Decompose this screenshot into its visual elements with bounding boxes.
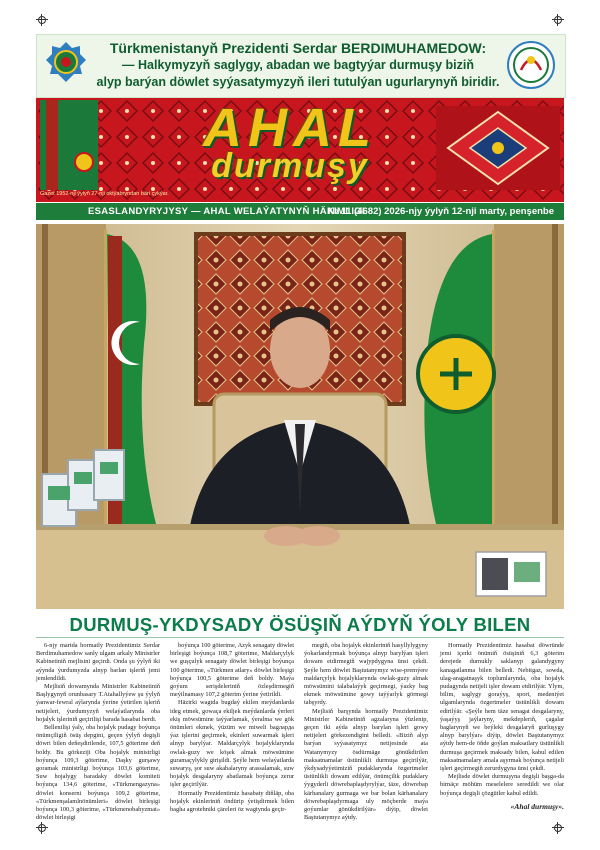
article-signature: «Ahal durmuşy». xyxy=(510,802,564,811)
paragraph: megiň, oba hojalyk ekinleriniň hasyllylygyny ýokarlandyrmak boýunça alnyp barylýan işleri dowam etdirmegiň wajypdygyna ünsi çekdi. Şeýle hem döwlet Baştutanymyz wise-premýere maldarçylyk hojalyklarynda owlak-guzy almak möwsüminі talabalaýyk geçirmegi, ýazky bag ekmek möwsümine gowy taýýarlyk görmegi tabşyrdy. xyxy=(304,642,428,707)
issue-strip xyxy=(36,203,564,220)
registration-mark-bottom-left xyxy=(36,822,48,834)
quote-speaker: Türkmenistanyň Prezidenti Serdar BERDIMUHAMEDOW: xyxy=(109,40,487,56)
turkmenistan-emblem-icon xyxy=(44,40,88,84)
founded-note: Gazet 1952-nji ýylyň 27-nji oktýabryndan bäri çykýar. xyxy=(40,191,169,197)
founder-text: ESASLANDYRYJYSY — AHAL WELAÝATYNYŇ HÄKIMLIGI xyxy=(88,206,365,217)
quote-line-3: alyp barýan döwlet syýasatymyzyň ileri tutulýan ugurlarynyň biridir. xyxy=(96,75,500,89)
quote-text xyxy=(92,40,504,91)
article-column-4 xyxy=(440,642,564,798)
registration-mark-top-left xyxy=(36,14,48,26)
paragraph: Bellenilişi ýaly, oba hojalyk pudagy boýunça önümçiligiň ösüş depgini, geçen ýylyň degişli döwri bilen deňeşdirilende, 107,5 göterime deň boldy. Bu görkeziji Oba hojalyk ministrligi boýunça 109,3 göterime, Daşky gurşawy goramak ministrligi boýunça 103,6 göterime, Suw hojalygy baradaky döwlet komiteti boýunça 134,6 göterime, «Türkmengazyna» döwlet konserni boýunça 109,2 göterime, «Türkmenşalamlnönümleri» döwlet birleşigi boýunça 100,3 göterime, «Türkmenobahyzmat» döwlet birleşigi xyxy=(36,724,160,822)
paragraph: boýunça 100 göterime, Azyk senagaty döwlet birleşigi boýunça 108,7 göterime, Maldarçylyk we guşçulyk senagaty döwlet birleşigi boýunça 100 göterime, «Türkmen atlary» döwlet birleşigi boýunça 100,5 göterime deň boldy. Maýa goýum serişdeleriniň özleşdirmegiň meýilnamasy 107,2 göterim ýerine ýetirildi. xyxy=(170,642,294,699)
article-column-2 xyxy=(170,642,294,814)
article-column-3 xyxy=(304,642,428,822)
paragraph: Häzirki wagtda bugdaý ekilen meýdanlarda ideg etmek, gowaça ekiljek meýdanlarda ýerleri ekiş möwsümine taýýarlamak, ýeralma we gök önümleri ekmek, ýüzüm we miweli bagларда ýaz işlerini geçirmek, ekinleri suwarmak işleri alnyp barylýar. Maldarçylyk hojalyklarynda owlak-guzy we köşek almak möwsümine guramaçylykly girişildi. Şeýle hem welaýatlarda suwaryş, şor suw akabalaryny arassalamak, suw hojalyk desgalaryny abatlamak boýunça zerur işler geçirilýär. xyxy=(170,699,294,789)
paragraph: Mejlisiň dowamynda Ministrler Kabinetiniň Başlygynyň orunbasary T.Atahallyýew şu ýylyň ýanwar-fewral aýlarynda ýerine ýetirilen işleriň netijeleri, ýurdumyzyň welaýatlarynda oba hojalyk işleriniň geçirilişi barada hasabat berdi. xyxy=(36,683,160,723)
article-column-1 xyxy=(36,642,160,822)
paragraph: Hormatly Prezidentimiz hasabaty diňläp, oba hojalyk ekinleriniň öndürip ýetişdirmek bilen baglы agrotehniki çäreleri öz wagtynda geçir- xyxy=(170,789,294,814)
headline-rule xyxy=(36,637,564,638)
issue-info: № 11 (4682) 2026-njy ýylyň 12-nji marty, penşenbe xyxy=(328,206,554,217)
newspaper-title-line1: AHAL xyxy=(203,98,377,158)
year-logo-icon xyxy=(506,40,556,90)
lead-photo xyxy=(36,224,564,609)
paragraph: Mejlisde döwlet durmuşyna degişli başga-da birnäçe möhüm meselelere seredildi we olar boýunça degişli çözgütler kabul edildi. xyxy=(440,773,564,797)
registration-mark-top-right xyxy=(552,14,564,26)
newspaper-title-line2: durmuşy xyxy=(211,147,369,185)
quote-line-2: — Halkymyzyň saglygy, abadan we bagtyýar durmuşy biziň xyxy=(122,58,474,72)
paragraph: Mejlisiň barşynda hormatly Prezidentimiz Ministrler Kabinetiniň agzalaryna ýüzlenip, geçen iki aýda alnyp barylan işleri gowy netijeleri görkezendigini belledi. «Biziň alyp barýan syýasatymyz netijesinde ata Watanymyzy ösdürmäge gönükdirilen maksatnamalar üstünlikli durmuşa geçirilýär, ýkdysadyýetimiziň pudaklarynda özgertmeler üstünlikli dowam edilýär, önümçilik pudaklary ýygyderli döwrebaplaşdyrylýar, täze, döwrebap kärhanalary gurmaga we bar bolan kärhanalary döwrebaplaşdyrmaga uly möçberde maýa goýumlar gönükdirilýär» diýip, döwlet Baştutanymyz aýtdy. xyxy=(304,707,428,822)
article-headline: DURMUŞ-YKDYSADY ÖSÜŞIŇ AÝDYŇ ÝOLY BILEN xyxy=(69,614,531,635)
masthead-flag xyxy=(40,100,98,190)
paragraph: 6-njy martda hormatly Prezidentimiz Serdar Berdimuhamedow sanly ulgam arkaly Ministrler Kabinetiniň mejlisini geçirdi. Onda şu ýylyň iki aýynda ýurdumyzda alnyp barlan işleriň jemi jemlendildi. xyxy=(36,642,160,682)
paragraph: Hormatly Prezidentimiz hasabat döwründe jemi içerki önümiň ösüşiniň 6,3 göterim derejede durnukly saklanyp galandygyny kanagatlanma bilen belledi. Nebitgaz, sowda, ulag-aragatnaşyk toplumlarynda, oba hojalyk pudagynda netijeli işler dowam etdirilýär. Ylym, bilim, saglygy goraýyş, sport, medeniýet ulgamlarynda özgertmeler üstünlikli dowam edirilýär. «Şeýle hem täze senagat desgalaryny, ýaşaýyş jaýlaryny, mekdepleriň, çagalar baglarynyň we beýleki desgalaryň gurluşygy alnyp barylýar» diýip, döwlet Baştutanymyz aýtdy hem-de öňde goýlan maksatlary üstünlikli durmuşa geçirmek maksady bilen, kabul edilen maksatnamalary amala aşyrmak boýunça netijeli işleri geçirmegiň zerurdygyna ünsi çekdi. xyxy=(440,642,564,773)
newspaper-title xyxy=(130,98,450,185)
registration-mark-bottom-right xyxy=(552,822,564,834)
carpet-gul-ornament xyxy=(436,106,560,190)
